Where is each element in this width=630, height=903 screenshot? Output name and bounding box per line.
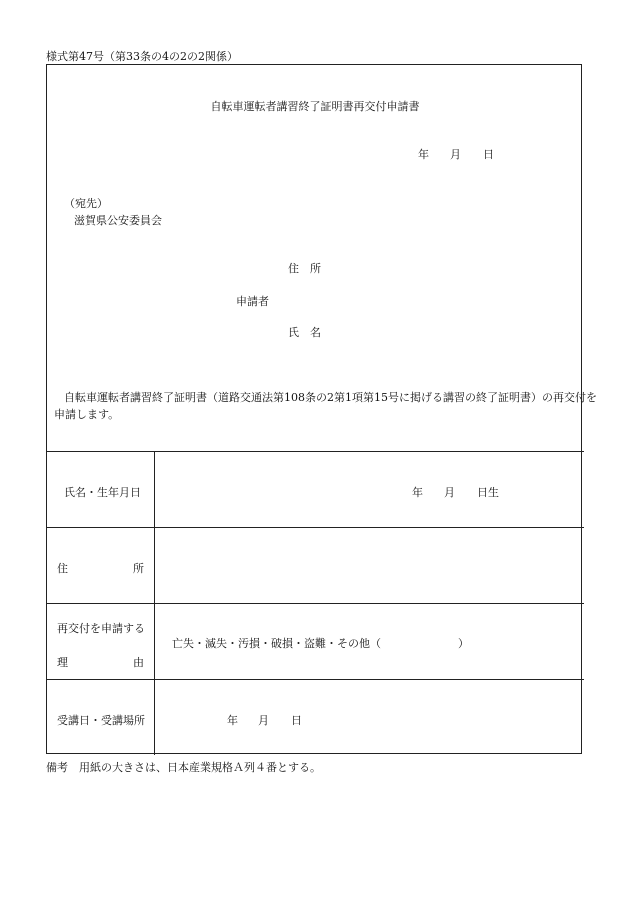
form-number: 様式第47号（第33条の4の2の2関係） [46, 50, 238, 63]
row1-born: 日生 [477, 486, 499, 499]
row-divider-1 [46, 527, 584, 528]
statement-line-2: 申請します。 [54, 408, 120, 421]
row3-label-line1: 再交付を申請する [57, 622, 145, 635]
applicant-name-label: 氏 名 [288, 326, 321, 339]
row4-day: 日 [291, 714, 302, 727]
row3-reasons: 亡失・滅失・汚損・破損・盗難・その他（ [172, 637, 381, 650]
row2-label-right: 所 [133, 562, 144, 575]
column-divider [154, 451, 155, 755]
footer-note: 備考 用紙の大きさは、日本産業規格Ａ列４番とする。 [46, 761, 321, 774]
row3-label-left: 理 [57, 656, 68, 669]
row1-year: 年 [412, 486, 423, 499]
row1-month: 月 [444, 486, 455, 499]
statement-line-1: 自転車運転者講習終了証明書（道路交通法第108条の2第1項第15号に掲げる講習の終了証明書）の再交付を [64, 391, 597, 404]
row3-label-right: 由 [133, 656, 144, 669]
addressee-prefix: （宛先） [64, 197, 108, 210]
row2-label-left: 住 [57, 562, 68, 575]
document-title: 自転車運転者講習終了証明書再交付申請書 [210, 100, 420, 113]
row1-label: 氏名・生年月日 [64, 486, 141, 499]
row4-label: 受講日・受講場所 [57, 714, 145, 727]
row4-month: 月 [258, 714, 269, 727]
row4-year: 年 [227, 714, 238, 727]
date-month: 月 [450, 148, 461, 161]
addressee-name: 滋賀県公安委員会 [74, 214, 162, 227]
table-top-border [46, 451, 584, 452]
row-divider-3 [46, 679, 584, 680]
applicant-label: 申請者 [236, 295, 269, 308]
date-year: 年 [418, 148, 429, 161]
applicant-address-label: 住 所 [288, 262, 321, 275]
date-day: 日 [483, 148, 494, 161]
row3-reasons-close: ） [458, 637, 469, 650]
row-divider-2 [46, 603, 584, 604]
